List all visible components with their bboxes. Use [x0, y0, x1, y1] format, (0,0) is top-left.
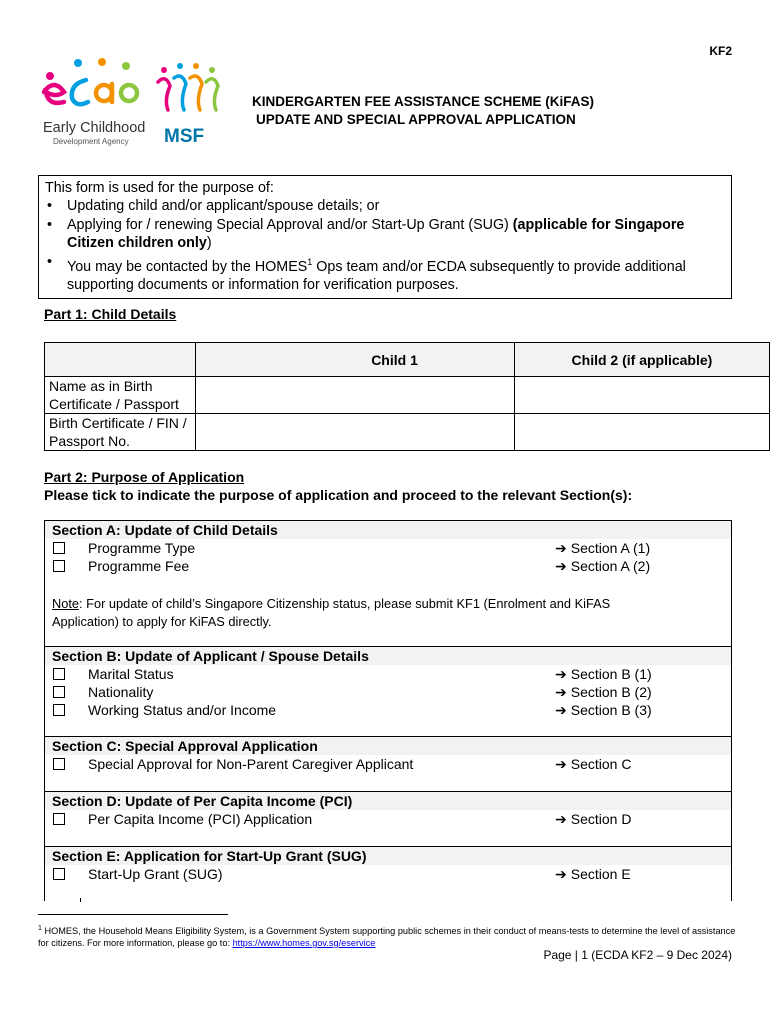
sections-box: [44, 520, 732, 901]
section-b-item-3: [45, 701, 731, 719]
child-1-name-input[interactable]: [196, 377, 515, 414]
arrow-right-icon: ➔: [555, 666, 567, 682]
section-b-item-3-target: [555, 701, 652, 719]
form-title-line-2: UPDATE AND SPECIAL APPROVAL APPLICATION: [256, 112, 576, 127]
ecda-logo-text-1: Early Childhood: [43, 120, 146, 136]
child-table-header: [45, 343, 770, 377]
section-b-item-2-target-text: Section B (2): [570, 684, 652, 700]
section-b-item-2-label: Nationality: [88, 684, 154, 700]
purpose-list: [39, 197, 731, 294]
section-a-note-text: : For update of child’s Singapore Citizenship status, please submit KF1 (Enrolment and KiFAS Application) to apply for KiFAS directly.: [52, 596, 611, 629]
section-b-heading: Section B: Update of Applicant / Spouse Details: [45, 646, 731, 665]
section-a: [45, 521, 731, 631]
working-status-checkbox[interactable]: [53, 704, 65, 716]
section-e-item-1-label: Start-Up Grant (SUG): [88, 866, 223, 882]
section-a-note: [45, 595, 652, 631]
arrow-right-icon: ➔: [555, 540, 567, 556]
table-edge-mark: [80, 898, 81, 902]
section-c-item-1-target-text: Section C: [570, 756, 632, 772]
header-child-2: Child 2 (if applicable): [514, 343, 769, 377]
sug-checkbox[interactable]: [53, 868, 65, 880]
section-d: [45, 791, 731, 828]
section-b-item-1: [45, 665, 731, 683]
purpose-bullet-3-text-b: Ops team and/or ECDA subsequently to provide additional supporting documents or information for verification purposes.: [67, 258, 686, 293]
child-2-id-input[interactable]: [514, 414, 769, 451]
arrow-right-icon: ➔: [555, 684, 567, 700]
purpose-bullet-3-text-a: You may be contacted by the HOMES: [67, 258, 308, 275]
header-child-1: Child 1: [196, 343, 515, 377]
section-e-item-1: [45, 865, 731, 883]
section-a-item-1: [45, 539, 731, 557]
section-a-note-label: Note: [52, 596, 80, 611]
section-a-item-1-target: [555, 539, 650, 557]
special-approval-checkbox[interactable]: [53, 758, 65, 770]
section-b-item-1-target: [555, 665, 652, 683]
section-d-item-1-label: Per Capita Income (PCI) Application: [88, 811, 313, 827]
row-name-label: Name as in Birth Certificate / Passport: [45, 377, 196, 414]
purpose-bullet-1: • Updating child and/or applicant/spouse details; or: [39, 197, 731, 215]
part2-block: [44, 468, 632, 504]
footnote-ref: 1: [307, 256, 313, 267]
purpose-bullet-2-emphasis: (applicable for Singapore Citizen children only: [67, 216, 685, 252]
purpose-intro: This form is used for the purpose of:: [45, 180, 274, 196]
msf-logo: [158, 63, 218, 146]
section-e-item-1-target: [555, 865, 631, 883]
section-a-item-2-label: Programme Fee: [88, 558, 190, 574]
homes-eservice-link[interactable]: https://www.homes.gov.sg/eservice: [232, 938, 376, 949]
ecda-logo: [43, 58, 145, 146]
purpose-bullet-2-text: Applying for / renewing Special Approval and/or Start-Up Grant (SUG): [67, 216, 513, 233]
section-a-item-1-target-text: Section A (1): [570, 540, 651, 556]
footnote-rule: [38, 914, 228, 915]
child-2-name-input[interactable]: [514, 377, 769, 414]
section-e-heading: Section E: Application for Start-Up Grant (SUG): [45, 846, 731, 865]
part2-heading: Part 2: Purpose of Application: [44, 469, 245, 485]
purpose-bullet-2: [39, 216, 731, 253]
row-id-label: Birth Certificate / FIN / Passport No.: [45, 414, 196, 451]
footnote: [38, 923, 738, 949]
section-c-item-1-target: [555, 755, 631, 773]
programme-type-checkbox[interactable]: [53, 542, 65, 554]
form-code: KF2: [709, 44, 732, 58]
purpose-bullet-2-close: ): [206, 235, 212, 252]
section-a-heading: Section A: Update of Child Details: [45, 521, 731, 539]
section-b-item-2: [45, 683, 731, 701]
part2-instruction: Please tick to indicate the purpose of application and proceed to the relevant Section(s):: [44, 487, 633, 503]
arrow-right-icon: ➔: [555, 811, 567, 827]
arrow-right-icon: ➔: [555, 702, 567, 718]
header-blank-cell: [45, 343, 196, 377]
purpose-bullet-3: [39, 253, 731, 295]
programme-fee-checkbox[interactable]: [53, 560, 65, 572]
arrow-right-icon: ➔: [555, 756, 567, 772]
section-c-item-1: [45, 755, 731, 773]
ecda-logo-text-2: Development Agency: [53, 137, 129, 146]
arrow-right-icon: ➔: [555, 866, 567, 882]
row-name: [45, 377, 770, 414]
section-e: [45, 846, 731, 883]
nationality-checkbox[interactable]: [53, 686, 65, 698]
section-b-item-1-label: Marital Status: [88, 666, 174, 682]
section-e-item-1-target-text: Section E: [570, 866, 631, 882]
section-d-heading: Section D: Update of Per Capita Income (PCI): [45, 791, 731, 810]
purpose-box: [38, 175, 732, 299]
section-a-item-2-target: [555, 557, 650, 575]
section-c: [45, 736, 731, 773]
page-footer: Page | 1 (ECDA KF2 – 9 Dec 2024): [543, 948, 732, 962]
section-b-item-3-target-text: Section B (3): [570, 702, 652, 718]
form-title-line-1: KINDERGARTEN FEE ASSISTANCE SCHEME (KiFAS): [252, 94, 595, 109]
section-b-item-2-target: [555, 683, 652, 701]
section-a-item-1-label: Programme Type: [88, 540, 196, 556]
footnote-marker: 1: [38, 925, 42, 932]
pci-checkbox[interactable]: [53, 813, 65, 825]
section-a-item-2: [45, 557, 731, 575]
section-c-item-1-label: Special Approval for Non-Parent Caregiver Applicant: [88, 756, 414, 772]
part1-heading: Part 1: Child Details: [44, 306, 177, 322]
msf-logo-text: MSF: [164, 126, 205, 146]
child-1-id-input[interactable]: [196, 414, 515, 451]
arrow-right-icon: ➔: [555, 558, 567, 574]
ecda-msf-logos: [40, 56, 240, 146]
section-d-item-1-target-text: Section D: [570, 811, 632, 827]
marital-status-checkbox[interactable]: [53, 668, 65, 680]
section-b-item-1-target-text: Section B (1): [570, 666, 652, 682]
section-b: [45, 646, 731, 719]
section-d-item-1: [45, 810, 731, 828]
section-d-item-1-target: [555, 810, 631, 828]
footnote-text: HOMES, the Household Means Eligibility System, is a Government System supporting public schemes in their conduct of means-tests to determine the level of assistance for citizens. For more information, please go to:: [38, 926, 736, 949]
form-title: [252, 93, 594, 129]
child-details-table: [44, 342, 770, 451]
section-a-item-2-target-text: Section A (2): [570, 558, 651, 574]
section-c-heading: Section C: Special Approval Application: [45, 736, 731, 755]
row-id: [45, 414, 770, 451]
section-b-item-3-label: Working Status and/or Income: [88, 702, 277, 718]
